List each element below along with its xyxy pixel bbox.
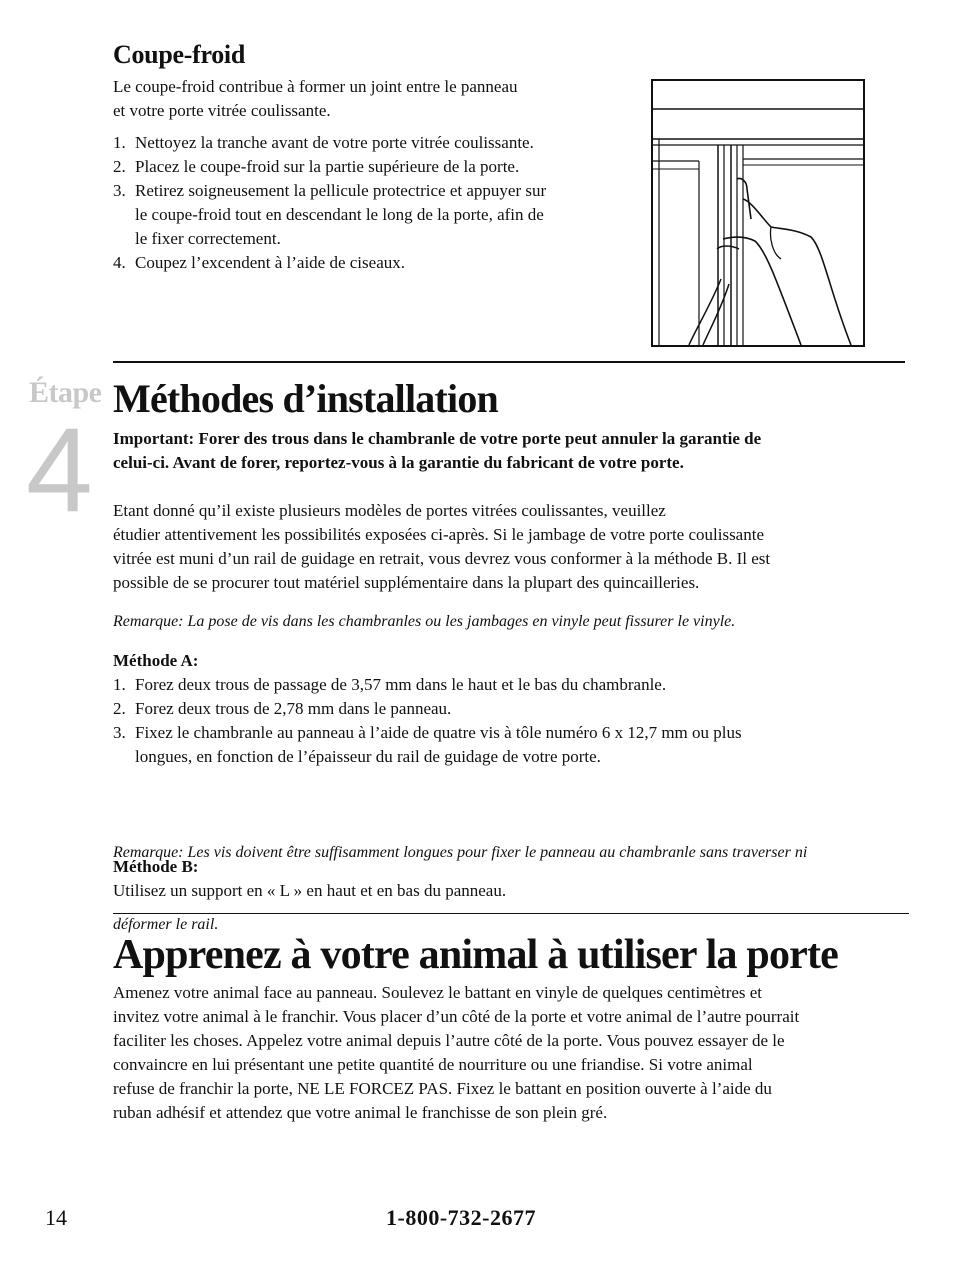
list-item (113, 251, 643, 275)
para-line: refuse de franchir la porte, NE LE FORCEZ PAS. Fixez le battant en position ouverte à l’aide du (113, 1079, 772, 1098)
method-b-label: Méthode B: (113, 857, 199, 876)
list-item (113, 155, 643, 179)
animal-title: Apprenez à votre animal à utiliser la porte (113, 932, 839, 978)
list-text: le coupe-froid tout en descendant le long de la porte, afin de (135, 205, 544, 224)
list-number: 1. (113, 675, 126, 694)
animal-paragraph (113, 981, 913, 1125)
para-line: vitrée est muni d’un rail de guidage en retrait, vous devrez vous conformer à la méthode B. Il est (113, 549, 771, 568)
para-line: faciliter les choses. Appelez votre animal depuis l’autre côté de la porte. Vous pouvez essayer de le (113, 1031, 785, 1050)
list-text: longues, en fonction de l’épaisseur du rail de guidage de votre porte. (135, 747, 601, 766)
list-item (113, 131, 643, 155)
remark-line: déformer le rail. (113, 916, 219, 933)
step-number: 4 (26, 403, 93, 537)
list-text: Forez deux trous de passage de 3,57 mm dans le haut et le bas du chambranle. (135, 675, 667, 694)
method-a-steps (113, 673, 913, 769)
para-line: convaincre en lui présentant une petite quantité de nourriture ou une friandise. Si votre animal (113, 1055, 753, 1074)
list-item (113, 673, 913, 697)
methodes-title: Méthodes d’installation (113, 376, 498, 421)
coupe-froid-title: Coupe-froid (113, 40, 246, 69)
list-number: 1. (113, 133, 126, 152)
notice-line: celui-ci. Avant de forer, reportez-vous à la garantie du fabricant de votre porte. (113, 453, 684, 472)
intro-line: et votre porte vitrée coulissante. (113, 101, 331, 120)
step-label: Étape (29, 376, 102, 409)
list-number: 4. (113, 253, 126, 272)
para-line: Etant donné qu’il existe plusieurs modèles de portes vitrées coulissantes, veuillez (113, 501, 666, 520)
page-number: 14 (45, 1205, 67, 1230)
phone-number: 1-800-732-2677 (386, 1205, 536, 1230)
list-text: le fixer correctement. (135, 229, 281, 248)
para-line: Amenez votre animal face au panneau. Soulevez le battant en vinyle de quelques centimètres et (113, 983, 763, 1002)
list-text: Fixez le chambranle au panneau à l’aide de quatre vis à tôle numéro 6 x 12,7 mm ou plus (135, 723, 742, 742)
section-divider (113, 361, 905, 363)
list-item (113, 697, 913, 721)
method-a-label: Méthode A: (113, 651, 199, 670)
para-line: possible de se procurer tout matériel supplémentaire dans la plupart des quincailleries. (113, 573, 700, 592)
method-b-text: Utilisez un support en « L » en haut et en bas du panneau. (113, 881, 507, 900)
methodes-paragraph (113, 499, 913, 595)
remark-vinyl: Remarque: La pose de vis dans les chambranles ou les jambages en vinyle peut fissurer le vinyle. (113, 613, 736, 630)
para-line: invitez votre animal à le franchir. Vous placer d’un côté de la porte et votre animal de l’autre pourrait (113, 1007, 800, 1026)
list-text: Placez le coupe-froid sur la partie supérieure de la porte. (135, 157, 520, 176)
coupe-froid-intro (113, 75, 643, 123)
list-text: Nettoyez la tranche avant de votre porte vitrée coulissante. (135, 133, 534, 152)
important-notice (113, 427, 913, 475)
para-line: étudier attentivement les possibilités exposées ci-après. Si le jambage de votre porte coulissante (113, 525, 764, 544)
list-number: 3. (113, 181, 126, 200)
list-text: Retirez soigneusement la pellicule protectrice et appuyer sur (135, 181, 547, 200)
list-item (113, 179, 643, 251)
list-number: 3. (113, 723, 126, 742)
list-text: Forez deux trous de 2,78 mm dans le panneau. (135, 699, 452, 718)
list-item (113, 721, 913, 769)
list-number: 2. (113, 157, 126, 176)
intro-line: Le coupe-froid contribue à former un joint entre le panneau (113, 77, 518, 96)
section-divider (113, 913, 909, 914)
coupe-froid-steps (113, 131, 643, 275)
remark-line: Remarque: Les vis doivent être suffisamment longues pour fixer le panneau au chambranle sans traverser ni (113, 844, 808, 861)
list-text: Coupez l’excendent à l’aide de ciseaux. (135, 253, 405, 272)
para-line: ruban adhésif et attendez que votre animal le franchisse de son plein gré. (113, 1103, 608, 1122)
notice-line: Important: Forer des trous dans le chambranle de votre porte peut annuler la garantie de (113, 429, 762, 448)
list-number: 2. (113, 699, 126, 718)
weatherstrip-illustration (651, 79, 865, 347)
